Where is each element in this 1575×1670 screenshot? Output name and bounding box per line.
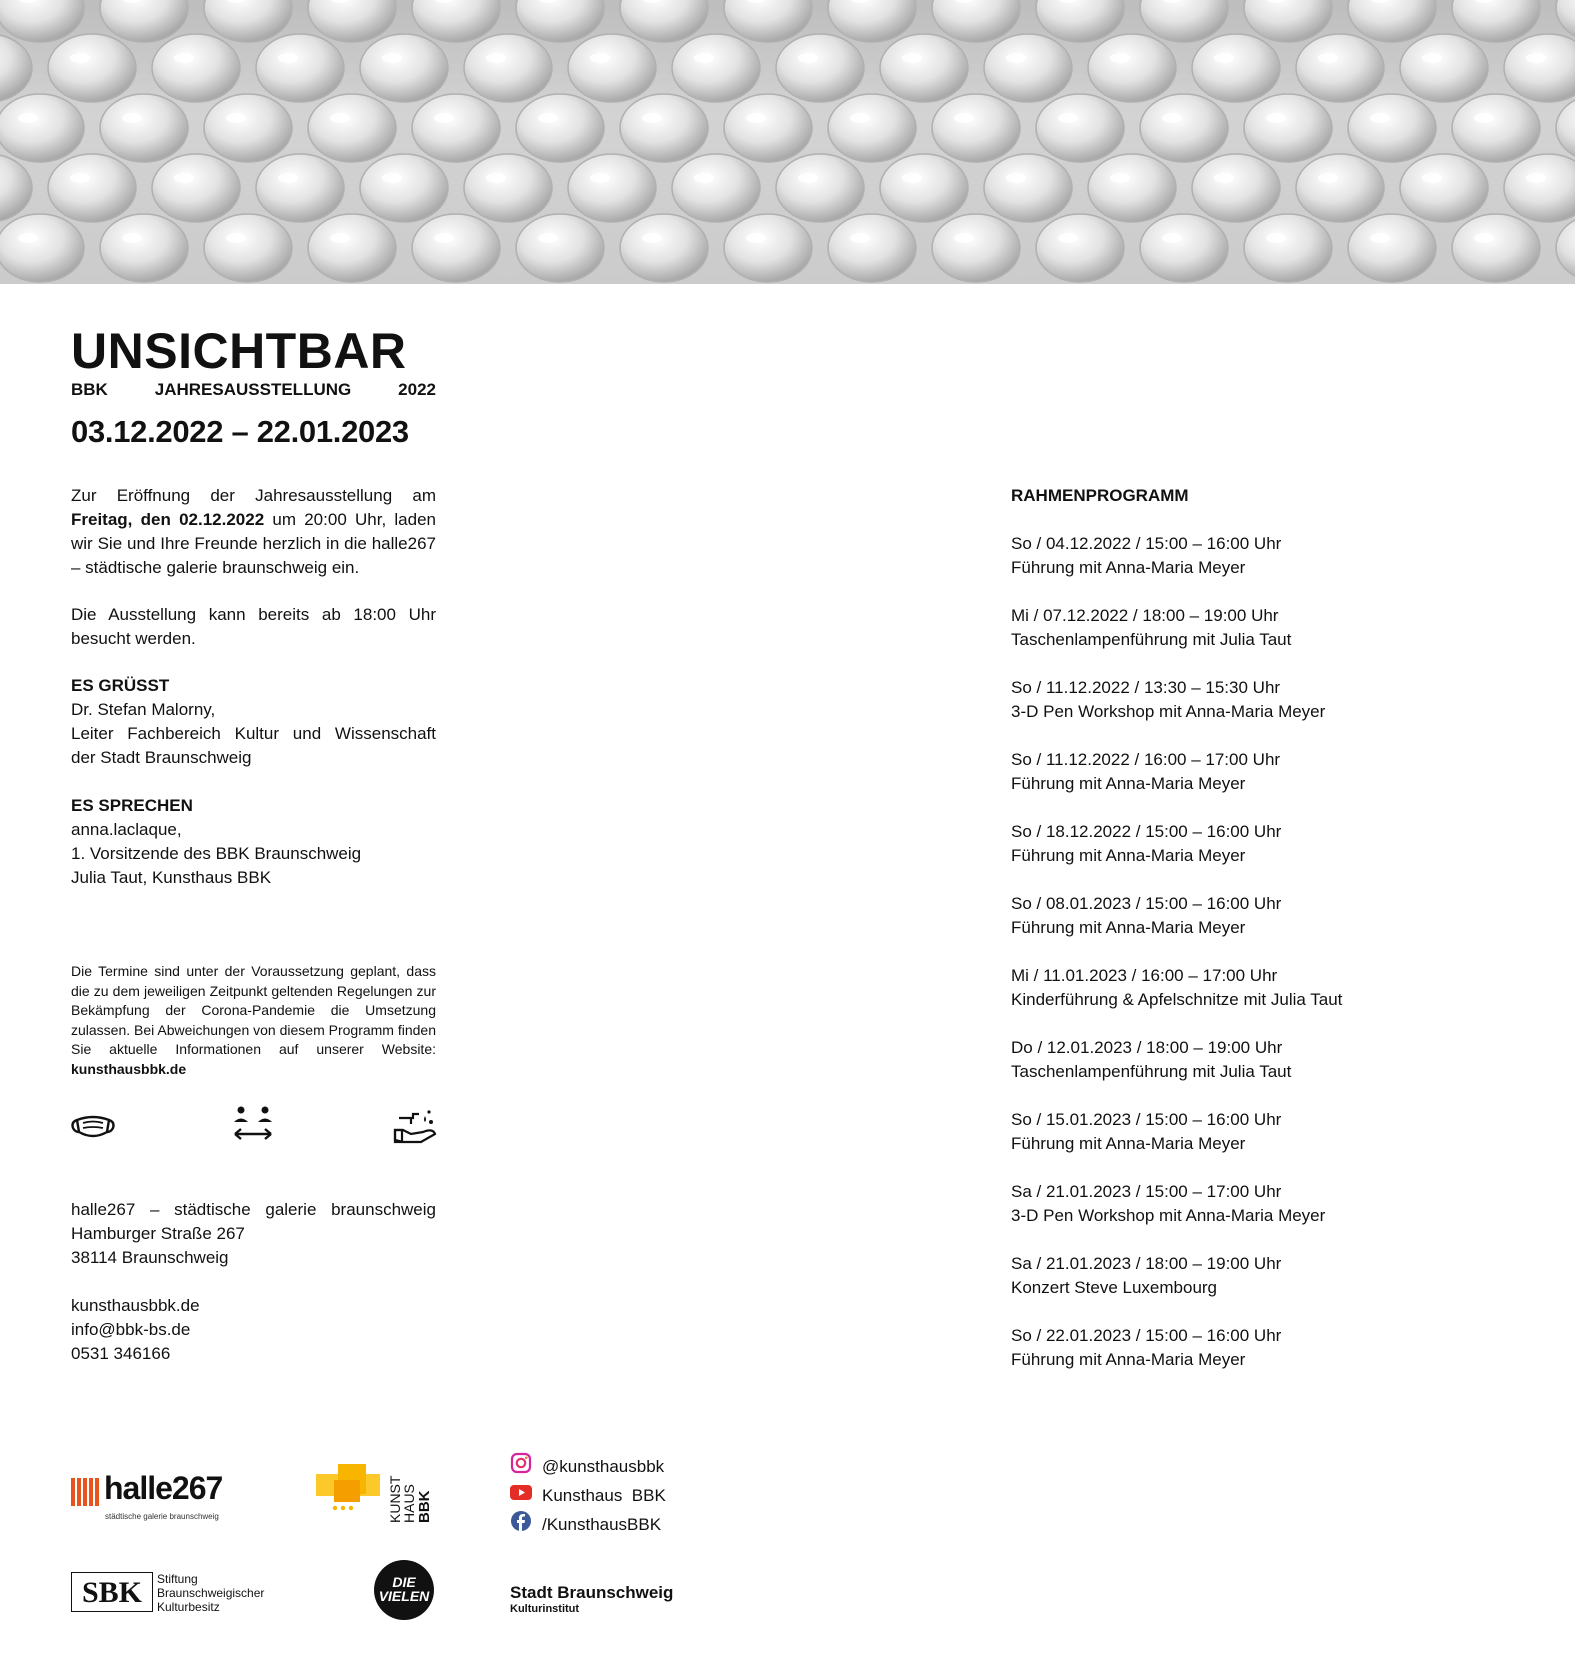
bubble-wrap-image <box>0 0 1575 284</box>
bubble-highlight <box>1370 233 1390 243</box>
notice-link[interactable]: kunsthausbbk.de <box>71 1060 187 1077</box>
bubble-highlight <box>694 53 714 63</box>
program-event <box>1011 892 1431 940</box>
bubble-highlight <box>70 53 90 63</box>
event-title: Kinderführung & Apfelschnitze mit Julia Taut <box>1011 990 1343 1009</box>
email-link[interactable]: info@bbk-bs.de <box>71 1320 191 1339</box>
bubble <box>308 94 396 162</box>
bubble <box>1504 154 1575 222</box>
website-link[interactable]: kunsthausbbk.de <box>71 1296 200 1315</box>
social-links <box>510 1452 666 1539</box>
event-title: Taschenlampenführung mit Julia Taut <box>1011 630 1292 649</box>
subtitle-year: 2022 <box>398 380 436 399</box>
bubble <box>152 154 240 222</box>
vielen-word-vielen: VIELEN <box>378 1588 430 1604</box>
bubble <box>464 34 552 102</box>
bubble-highlight <box>1266 113 1286 123</box>
kunsthaus-wordmark <box>386 1461 433 1523</box>
kunsthaus-shape-icon <box>316 1460 382 1522</box>
bubble-highlight <box>590 53 610 63</box>
bubble <box>256 34 344 102</box>
youtube-channel: Kunsthaus BBK <box>542 1486 666 1505</box>
greeting-line: Leiter Fachbereich Kultur und Wissenschaft <box>71 724 436 743</box>
bubble <box>1036 214 1124 282</box>
bubble-highlight <box>1526 53 1546 63</box>
bubble <box>412 214 500 282</box>
bubble-highlight <box>70 173 90 183</box>
event-title: Führung mit Anna-Maria Meyer <box>1011 1350 1246 1369</box>
bubble <box>828 214 916 282</box>
bubble <box>516 94 604 162</box>
bubble-highlight <box>1422 53 1442 63</box>
bubble-highlight <box>382 53 402 63</box>
program-event <box>1011 1252 1431 1300</box>
bubble-highlight <box>434 113 454 123</box>
halle267-name: halle267 <box>104 1470 223 1506</box>
bubble-highlight <box>330 113 350 123</box>
instagram-link[interactable] <box>510 1452 666 1481</box>
event-title: Führung mit Anna-Maria Meyer <box>1011 1134 1246 1153</box>
bubble <box>1192 34 1280 102</box>
invitation-paragraph <box>71 484 436 580</box>
event-title: 3-D Pen Workshop mit Anna-Maria Meyer <box>1011 702 1326 721</box>
bubble <box>412 0 500 42</box>
bubble-highlight <box>1162 233 1182 243</box>
subtitle-jahresausstellung: JAHRESAUSSTELLUNG <box>154 380 352 399</box>
speakers-block <box>71 794 441 890</box>
bubble-highlight <box>18 113 38 123</box>
event-title: 3-D Pen Workshop mit Anna-Maria Meyer <box>1011 1206 1326 1225</box>
event-date: Sa / 21.01.2023 / 18:00 – 19:00 Uhr <box>1011 1254 1282 1273</box>
bubble-highlight <box>1006 173 1026 183</box>
bubble <box>360 34 448 102</box>
bubble <box>0 0 84 42</box>
contact-block <box>71 1294 200 1366</box>
kunsthaus-word-haus: HAUS <box>401 1484 417 1523</box>
bubble-highlight <box>1266 233 1286 243</box>
youtube-icon <box>510 1481 532 1510</box>
bubble <box>828 0 916 42</box>
bubble-highlight <box>850 113 870 123</box>
bubble <box>0 154 32 222</box>
die-vielen-logo <box>374 1560 434 1620</box>
address-city: 38114 Braunschweig <box>71 1248 229 1267</box>
bubble <box>1400 34 1488 102</box>
invitation-date: Freitag, den 02.12.2022 <box>71 510 265 529</box>
bubble <box>568 154 656 222</box>
event-date: Do / 12.01.2023 / 18:00 – 19:00 Uhr <box>1011 1038 1283 1057</box>
program-event <box>1011 748 1431 796</box>
bubble <box>1556 214 1575 282</box>
stadt-subtitle: Kulturinstitut <box>510 1603 580 1615</box>
bubble <box>204 94 292 162</box>
bubble <box>828 94 916 162</box>
bubble <box>932 94 1020 162</box>
bubble-highlight <box>538 113 558 123</box>
speaker-line: 1. Vorsitzende des BBK Braunschweig <box>71 844 362 863</box>
bubble-highlight <box>122 233 142 243</box>
bubble-highlight <box>486 53 506 63</box>
address-street: Hamburger Straße 267 <box>71 1224 245 1243</box>
bubble <box>48 34 136 102</box>
bubble <box>516 214 604 282</box>
bubble-highlight <box>1474 113 1494 123</box>
bubble <box>620 0 708 42</box>
bubble-highlight <box>434 233 454 243</box>
bubble-highlight <box>538 233 558 243</box>
bubble-highlight <box>1214 53 1234 63</box>
bubble-highlight <box>642 113 662 123</box>
bubble-highlight <box>1422 173 1442 183</box>
youtube-link[interactable] <box>510 1481 666 1510</box>
bubble <box>880 34 968 102</box>
bubble <box>672 154 760 222</box>
stadt-braunschweig-logo <box>510 1583 673 1615</box>
greeting-line: Dr. Stefan Malorny, <box>71 700 216 719</box>
bubble-highlight <box>1058 113 1078 123</box>
event-title: Führung mit Anna-Maria Meyer <box>1011 918 1246 937</box>
bubble <box>1452 214 1540 282</box>
bubble-highlight <box>642 233 662 243</box>
bubble <box>984 154 1072 222</box>
bubble <box>1400 154 1488 222</box>
bubble <box>1348 94 1436 162</box>
bubble <box>0 214 84 282</box>
bubble-highlight <box>1058 233 1078 243</box>
exhibition-title: UNSICHTBAR <box>71 323 407 379</box>
bubble <box>1036 0 1124 42</box>
event-date: So / 18.12.2022 / 15:00 – 16:00 Uhr <box>1011 822 1282 841</box>
bubble-highlight <box>174 173 194 183</box>
bubble-highlight <box>1214 173 1234 183</box>
mask-icon <box>71 1106 115 1151</box>
event-date: So / 15.01.2023 / 15:00 – 16:00 Uhr <box>1011 1110 1282 1129</box>
event-title: Führung mit Anna-Maria Meyer <box>1011 558 1246 577</box>
stadt-name: Stadt Braunschweig <box>510 1583 674 1602</box>
sbk-monogram: SBK <box>71 1572 153 1612</box>
bubble <box>724 0 812 42</box>
program-list <box>1011 484 1431 1372</box>
bubble <box>932 214 1020 282</box>
bubble-highlight <box>278 53 298 63</box>
program-event <box>1011 1108 1431 1156</box>
bubble <box>1244 0 1332 42</box>
kunsthaus-word-bbk: BBK <box>416 1490 433 1523</box>
program-event <box>1011 1324 1431 1372</box>
event-date: So / 08.01.2023 / 15:00 – 16:00 Uhr <box>1011 894 1282 913</box>
bubble <box>724 94 812 162</box>
bubble <box>0 94 84 162</box>
bubble-highlight <box>746 113 766 123</box>
event-date: Mi / 07.12.2022 / 18:00 – 19:00 Uhr <box>1011 606 1279 625</box>
bubble <box>516 0 604 42</box>
bubble-highlight <box>590 173 610 183</box>
bubble-highlight <box>1370 113 1390 123</box>
bubble <box>568 34 656 102</box>
event-date: Sa / 21.01.2023 / 15:00 – 17:00 Uhr <box>1011 1182 1282 1201</box>
facebook-link[interactable] <box>510 1510 666 1539</box>
subtitle-bbk: BBK <box>71 380 108 399</box>
distance-icon <box>231 1106 275 1151</box>
bubble <box>412 94 500 162</box>
event-date: So / 04.12.2022 / 15:00 – 16:00 Uhr <box>1011 534 1282 553</box>
bubble <box>1556 94 1575 162</box>
bubble-highlight <box>382 173 402 183</box>
bubble <box>1504 34 1575 102</box>
kunsthaus-word-kunst: KUNST <box>387 1475 403 1523</box>
bubble <box>776 154 864 222</box>
sbk-name-line: Braunschweigischer <box>157 1586 265 1600</box>
bubble-highlight <box>122 113 142 123</box>
program-event <box>1011 604 1431 652</box>
program-heading: RAHMENPROGRAMM <box>1011 486 1189 505</box>
bubble <box>1452 0 1540 42</box>
event-title: Taschenlampenführung mit Julia Taut <box>1011 1062 1292 1081</box>
bubble <box>1348 0 1436 42</box>
gallery-address <box>71 1198 436 1270</box>
notice-text: Die Termine sind unter der Voraussetzung geplant, dass die zu dem jeweiligen Zeitpunkt geltenden Regelungen zur Bekämpfung der Corona-Pandemie die Umsetzung zulassen. Bei Abweichungen von diesem Programm finden Sie aktuelle Informationen auf unserer Website: <box>71 963 436 1057</box>
bubble-highlight <box>902 173 922 183</box>
speakers-heading: ES SPRECHEN <box>71 796 193 815</box>
bubble <box>1244 94 1332 162</box>
sbk-name <box>157 1572 264 1614</box>
bubble <box>256 154 344 222</box>
vielen-word-die: DIE <box>392 1574 416 1590</box>
program-event <box>1011 1036 1431 1084</box>
bubble <box>1088 34 1176 102</box>
bubble <box>620 94 708 162</box>
bubble-highlight <box>174 53 194 63</box>
sbk-name-line: Stiftung <box>157 1572 198 1586</box>
bubble <box>724 214 812 282</box>
bubble-highlight <box>226 113 246 123</box>
bubble-highlight <box>798 53 818 63</box>
bubble-highlight <box>330 233 350 243</box>
halle267-subtitle: städtische galerie braunschweig <box>105 1512 219 1521</box>
halle267-bars-icon <box>71 1478 103 1506</box>
event-date: So / 22.01.2023 / 15:00 – 16:00 Uhr <box>1011 1326 1282 1345</box>
program-event <box>1011 1180 1431 1228</box>
bubble <box>880 154 968 222</box>
bubble-highlight <box>1318 173 1338 183</box>
facebook-icon <box>510 1510 532 1539</box>
bubble <box>360 154 448 222</box>
bubble <box>100 94 188 162</box>
program-event <box>1011 820 1431 868</box>
bubble <box>48 154 136 222</box>
program-event <box>1011 532 1431 580</box>
event-date: So / 11.12.2022 / 13:30 – 15:30 Uhr <box>1011 678 1281 697</box>
event-title: Führung mit Anna-Maria Meyer <box>1011 846 1246 865</box>
bubble-wrap-banner <box>0 0 1575 284</box>
event-title: Führung mit Anna-Maria Meyer <box>1011 774 1246 793</box>
bubble <box>204 0 292 42</box>
greeting-heading: ES GRÜSST <box>71 676 170 695</box>
bubble-highlight <box>18 233 38 243</box>
invitation-text-b: um 20:00 Uhr, laden wir Sie und Ihre Freunde herzlich in die halle267 – städtische galerie braunschweig ein. <box>71 510 436 577</box>
invitation-text-a: Zur Eröffnung der Jahresausstellung am <box>71 486 436 505</box>
bubble-highlight <box>850 233 870 243</box>
bubble-highlight <box>1474 233 1494 243</box>
bubble-highlight <box>1110 53 1130 63</box>
opening-paragraph: Die Ausstellung kann bereits ab 18:00 Uhr besucht werden. <box>71 605 436 648</box>
bubble <box>308 214 396 282</box>
bubble-highlight <box>798 173 818 183</box>
bubble <box>152 34 240 102</box>
bubble <box>308 0 396 42</box>
instagram-icon <box>510 1452 532 1481</box>
bubble <box>672 34 760 102</box>
corona-notice <box>71 962 436 1079</box>
address-line: halle267 – städtische galerie braunschweig <box>71 1200 436 1219</box>
bubble-highlight <box>1162 113 1182 123</box>
hygiene-icons <box>71 1106 437 1150</box>
bubble <box>1036 94 1124 162</box>
bubble <box>100 214 188 282</box>
greeting-line: der Stadt Braunschweig <box>71 748 252 767</box>
phone-number: 0531 346166 <box>71 1344 171 1363</box>
event-title: Konzert Steve Luxembourg <box>1011 1278 1218 1297</box>
event-date: Mi / 11.01.2023 / 16:00 – 17:00 Uhr <box>1011 966 1278 985</box>
bubble-highlight <box>954 113 974 123</box>
bubble-highlight <box>486 173 506 183</box>
bubble <box>1192 154 1280 222</box>
bubble <box>100 0 188 42</box>
facebook-page: /KunsthausBBK <box>542 1515 662 1534</box>
instagram-handle: @kunsthausbbk <box>542 1457 665 1476</box>
bubble-highlight <box>902 53 922 63</box>
bubble-highlight <box>1526 173 1546 183</box>
bubble-highlight <box>1110 173 1130 183</box>
exhibition-header <box>71 323 436 450</box>
bubble <box>464 154 552 222</box>
bubble <box>0 34 32 102</box>
bubble-highlight <box>278 173 298 183</box>
bubble <box>932 0 1020 42</box>
handwash-icon <box>393 1106 437 1151</box>
bubble <box>1296 34 1384 102</box>
bubble <box>1088 154 1176 222</box>
bubble <box>776 34 864 102</box>
program-event <box>1011 676 1431 724</box>
bubble <box>1140 214 1228 282</box>
bubble <box>1348 214 1436 282</box>
speaker-line: Julia Taut, Kunsthaus BBK <box>71 868 272 887</box>
exhibition-dates: 03.12.2022 – 22.01.2023 <box>71 414 409 449</box>
exhibition-subtitle <box>71 380 436 400</box>
bubble-highlight <box>226 233 246 243</box>
bubble <box>1140 0 1228 42</box>
bubble-highlight <box>746 233 766 243</box>
bubble-highlight <box>954 233 974 243</box>
event-date: So / 11.12.2022 / 16:00 – 17:00 Uhr <box>1011 750 1281 769</box>
bubble-highlight <box>1318 53 1338 63</box>
bubble <box>620 214 708 282</box>
speaker-line: anna.laclaque, <box>71 820 182 839</box>
bubble <box>204 214 292 282</box>
bubble-highlight <box>1006 53 1026 63</box>
bubble <box>984 34 1072 102</box>
bubble <box>1296 154 1384 222</box>
bubble <box>1244 214 1332 282</box>
bubble <box>1452 94 1540 162</box>
program-event <box>1011 964 1431 1012</box>
greeting-block <box>71 674 441 770</box>
bubble-highlight <box>694 173 714 183</box>
bubble <box>1140 94 1228 162</box>
sbk-name-line: Kulturbesitz <box>157 1600 220 1614</box>
